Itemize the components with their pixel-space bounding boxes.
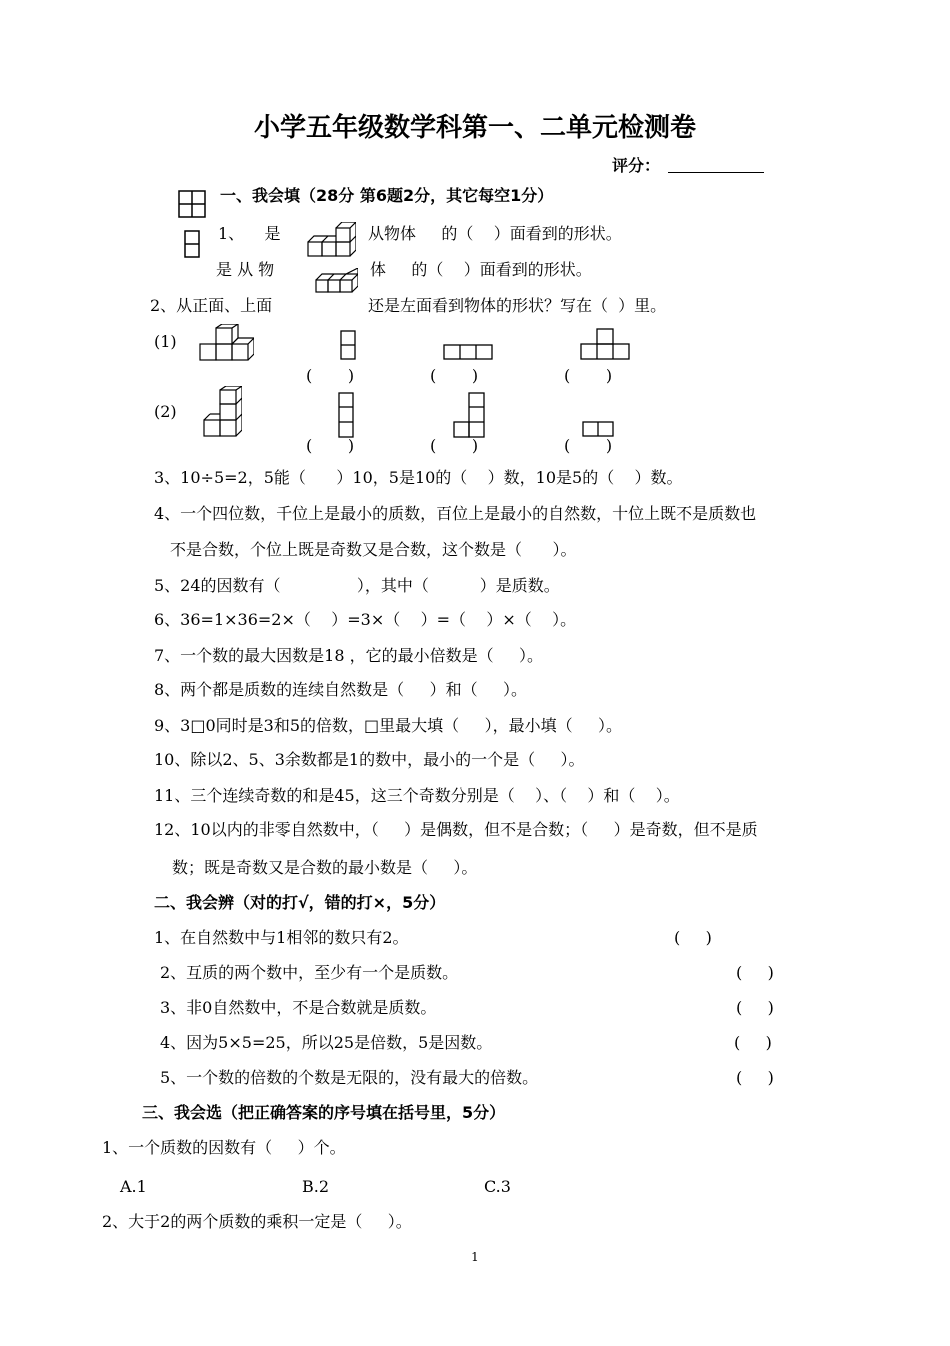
question-9: 9、3□0同时是3和5的倍数，□里最大填（ ），最小填（ ）。 (154, 716, 622, 735)
q2-text-b: 还是左面看到物体的形状？写在（ ）里。 (368, 296, 667, 315)
page-title: 小学五年级数学科第一、二单元检测卷 (253, 113, 696, 143)
view-1b-icon (443, 344, 493, 360)
judge-item-3: 3、非0自然数中，不是合数就是质数。 (160, 998, 437, 1017)
choice-option-a[interactable]: A.1 (120, 1177, 147, 1196)
judge-blank-1[interactable]: ( ) (674, 928, 712, 947)
page-number: 1 (471, 1250, 479, 1264)
choice-option-c[interactable]: C.3 (484, 1177, 511, 1196)
judge-blank-2[interactable]: ( ) (736, 963, 774, 982)
choice-option-b[interactable]: B.2 (302, 1177, 330, 1196)
answer-paren-2c[interactable]: ( ) (564, 436, 613, 455)
view-2c-icon (582, 421, 614, 437)
question-6: 6、36=1×36=2×（ ）=3×（ ）=（ ）×（ ）。 (154, 610, 577, 629)
judge-item-4: 4、因为5×5=25，所以25是倍数，5是因数。 (160, 1033, 493, 1052)
view-2b-icon (453, 392, 485, 438)
judge-blank-4[interactable]: ( ) (734, 1033, 772, 1052)
judge-blank-5[interactable]: ( ) (736, 1068, 774, 1087)
choice-question-1: 1、一个质数的因数有（ ）个。 (102, 1138, 346, 1157)
cube-stack-figure-1 (198, 324, 254, 362)
q1-text-c: 是 从 物 (216, 260, 275, 279)
section1-heading: 一、我会填（28分 第6题2分，其它每空1分） (220, 186, 554, 205)
section3-heading: 三、我会选（把正确答案的序号填在括号里，5分） (142, 1103, 506, 1122)
question-4b: 不是合数，个位上既是奇数又是合数，这个数是（ ）。 (170, 540, 577, 559)
cube-figure-1 (306, 222, 356, 260)
question-12a: 12、10以内的非零自然数中，（ ）是偶数，但不是合数；（ ）是奇数，但不是质 (154, 820, 758, 839)
view-2a-icon (338, 392, 354, 438)
judge-item-5: 5、一个数的倍数的个数是无限的，没有最大的倍数。 (160, 1068, 539, 1087)
question-4a: 4、一个四位数，千位上是最小的质数，百位上是最小的自然数，十位上既不是质数也 (154, 504, 757, 523)
question-7: 7、一个数的最大因数是18 ，它的最小倍数是（ ）。 (154, 646, 544, 665)
q2-text: 2、从正面、上面 (150, 296, 273, 315)
question-11: 11、三个连续奇数的和是45，这三个奇数分别是（ ）、（ ）和（ ）。 (154, 786, 680, 805)
grid-icon (178, 190, 206, 218)
answer-paren-1c[interactable]: ( ) (564, 366, 613, 385)
q2-label-1: (1) (154, 332, 177, 351)
question-8: 8、两个都是质数的连续自然数是（ ）和（ ）。 (154, 680, 528, 699)
question-12b: 数；既是奇数又是合数的最小数是（ ）。 (172, 858, 478, 877)
q1-text-a: 1、 是 (218, 224, 281, 243)
judge-blank-3[interactable]: ( ) (736, 998, 774, 1017)
judge-item-2: 2、互质的两个数中，至少有一个是质数。 (160, 963, 459, 982)
judge-item-1: 1、在自然数中与1相邻的数只有2。 (154, 928, 409, 947)
two-square-view-icon (184, 230, 200, 258)
q1-text-d: 体 的（ ）面看到的形状。 (370, 260, 592, 279)
q2-label-2: (2) (154, 402, 177, 421)
cube-stack-figure-2 (202, 386, 242, 438)
question-5: 5、24的因数有（ ），其中（ ）是质数。 (154, 576, 560, 595)
answer-paren-2b[interactable]: ( ) (430, 436, 479, 455)
score-label: 评分： (612, 156, 661, 175)
answer-paren-2a[interactable]: ( ) (306, 436, 355, 455)
section2-heading: 二、我会辨（对的打√，错的打×，5分） (154, 893, 446, 912)
answer-paren-1b[interactable]: ( ) (430, 366, 479, 385)
cube-figure-2 (314, 268, 358, 296)
question-3: 3、10÷5=2，5能（ ）10，5是10的（ ）数，10是5的（ ）数。 (154, 468, 683, 487)
view-1a-icon (340, 330, 356, 360)
question-10: 10、除以2、5、3余数都是1的数中，最小的一个是（ ）。 (154, 750, 585, 769)
q1-text-b: 从物体 的（ ）面看到的形状。 (368, 224, 622, 243)
choice-question-2: 2、大于2的两个质数的乘积一定是（ ）。 (102, 1212, 412, 1231)
answer-paren-1a[interactable]: ( ) (306, 366, 355, 385)
score-blank (668, 172, 764, 173)
view-1c-icon (580, 328, 630, 360)
